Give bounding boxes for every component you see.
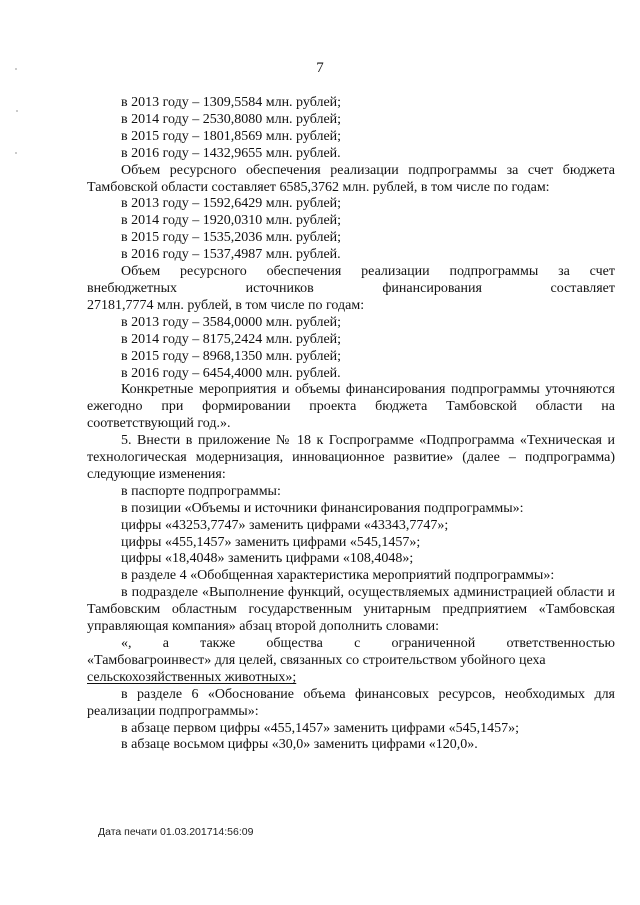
paragraph-extrabudget-line-1: Объем ресурсного обеспечения реализации подпрограммы за счет [121,264,615,280]
list-item: в 2013 году – 1309,5584 млн. рублей; [121,95,342,110]
list-item: в 2015 году – 1801,8569 млн. рублей; [121,128,342,144]
list-item: в 2013 году – 1592,6429 млн. рублей; [121,196,342,212]
print-date: Дата печати 01.03.201714:56:09 [98,826,254,838]
paragraph-extrabudget-line-3: 27181,7774 млн. рублей, в том числе по годам: [87,297,365,313]
passport-line: в паспорте подпрограммы: [121,483,281,499]
list-item: в 2016 году – 1537,4987 млн. рублей. [121,247,341,263]
section-4-line: в разделе 4 «Обобщенная характеристика мероприятий подпрограммы»: [121,568,555,584]
paragraph-specific-measures: Конкретные мероприятия и объемы финансирования подпрограммы уточняются ежегодно при формировании проекта бюджета Тамбовской области на соответствующий год.». [87,382,615,432]
list-item: в 2016 году – 6454,4000 млн. рублей. [121,365,341,381]
list-item: в 2015 году – 8968,1350 млн. рублей; [121,348,342,364]
paragraph-first-line: в абзаце первом цифры «455,1457» заменить цифрами «545,1457»; [121,720,519,736]
document-body [87,95,615,754]
replacement-line: цифры «455,1457» заменить цифрами «545,1457»; [121,534,421,550]
quote-line-1: «, а также общества с ограниченной ответственностью [121,636,615,651]
list-item: в 2014 году – 8175,2424 млн. рублей; [121,331,342,347]
paragraph-extrabudget-line-2: внебюджетных источников финансирования составляет [87,280,615,296]
paragraph-item-5: 5. Внести в приложение № 18 к Госпрограмме «Подпрограмма «Техническая и технологическая модернизация, инновационное развитие» (далее – подпрограмма) следующие изменения: [87,433,615,482]
list-item: в 2016 году – 1432,9655 млн. рублей. [121,145,341,161]
replacement-line: цифры «43253,7747» заменить цифрами «43343,7747»; [121,517,449,533]
paragraph-subsection: в подразделе «Выполнение функций, осуществляемых администрацией области и Тамбовским областным государственным унитарным предприятием «Тамбовская управляющая компания» абзац второй дополнить словами: [87,585,615,635]
list-item: в 2014 году – 2530,8080 млн. рублей; [121,111,342,127]
paragraph-section-6: в разделе 6 «Обоснование объема финансовых ресурсов, необходимых для реализации подпрограммы»: [87,686,615,719]
scan-speck [16,110,18,112]
page-number: 7 [316,60,324,76]
replacement-line: цифры «18,4048» заменить цифрами «108,4048»; [121,551,414,567]
paragraph-regional-budget: Объем ресурсного обеспечения реализации подпрограммы за счет бюджета Тамбовской области составляет 6585,3762 млн. рублей, в том числе по годам: [87,162,615,195]
scan-speck [15,152,17,154]
list-item: в 2014 году – 1920,0310 млн. рублей; [121,213,342,229]
position-line: в позиции «Объемы и источники финансирования подпрограммы»: [121,500,524,516]
quote-line-3: сельскохозяйственных животных»; [87,669,297,685]
list-item: в 2013 году – 3584,0000 млн. рублей; [121,314,342,330]
list-item: в 2015 году – 1535,2036 млн. рублей; [121,230,342,246]
paragraph-eighth-line: в абзаце восьмом цифры «30,0» заменить цифрами «120,0». [121,737,478,753]
quote-line-2: «Тамбовагроинвест» для целей, связанных со строительством убойного цеха [87,652,546,668]
